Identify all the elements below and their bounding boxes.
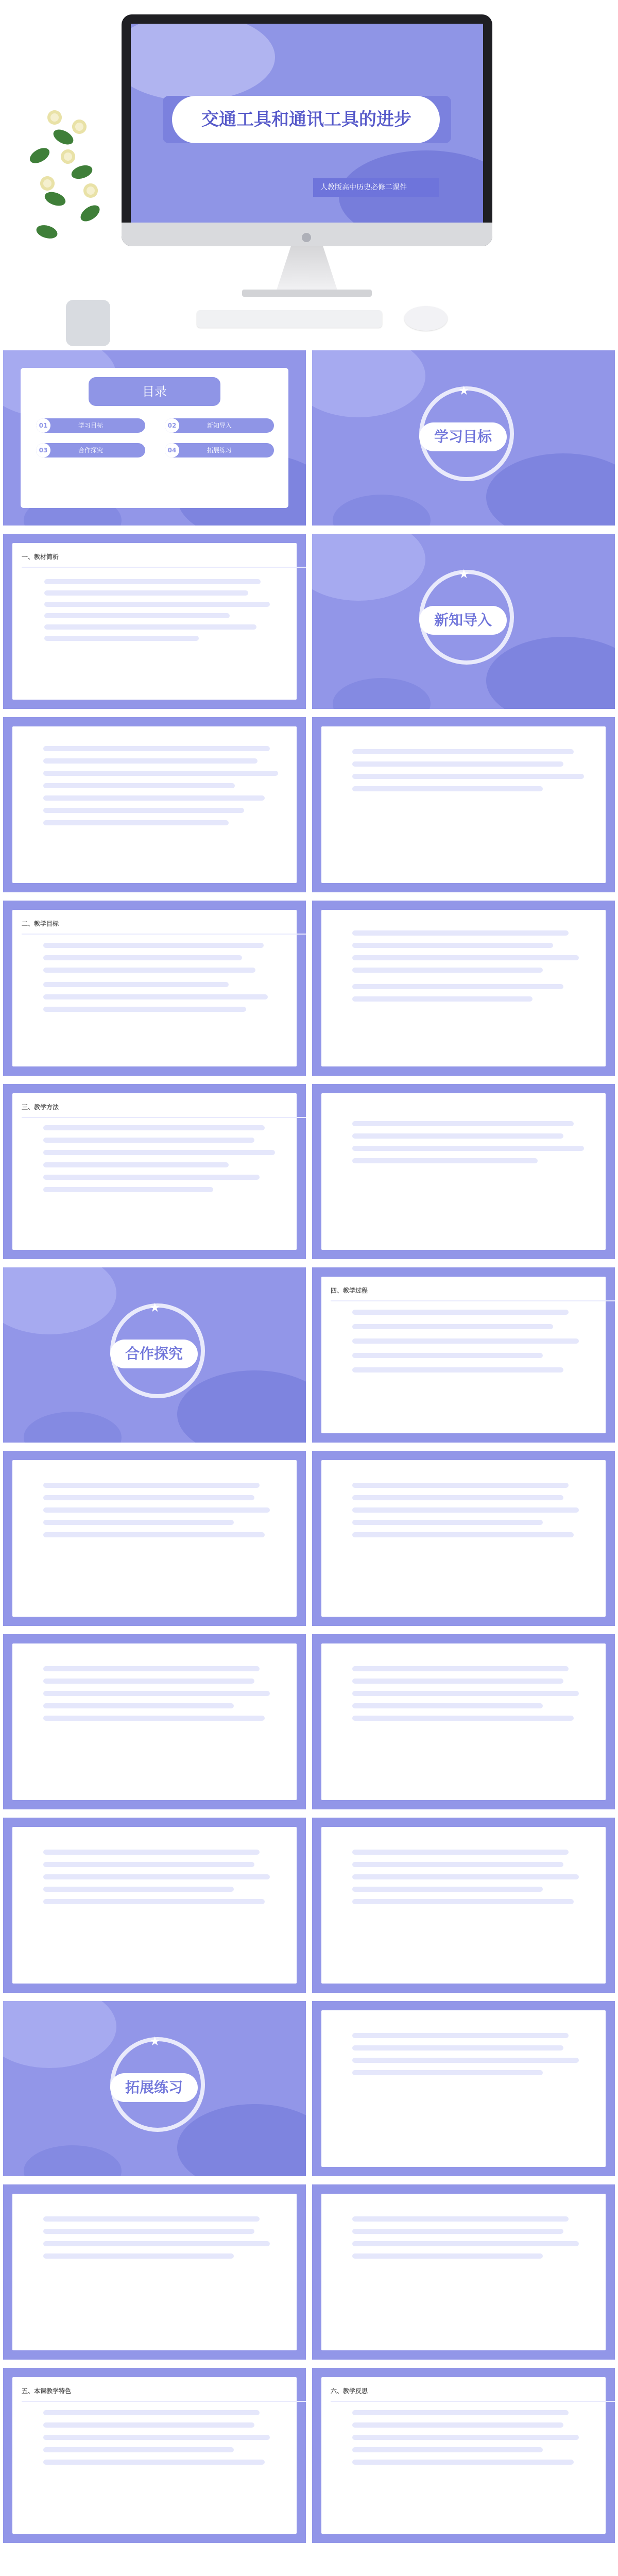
plant-decoration: [23, 58, 119, 315]
slide-characteristics: [3, 2368, 306, 2543]
slide-toc: [3, 350, 306, 526]
slide-practice-3: [312, 2184, 615, 2360]
toc-item-3: 03 合作探究: [36, 443, 145, 457]
apple-logo-icon: [302, 233, 311, 242]
star-icon: ★: [458, 567, 470, 581]
slide-objectives-detail-2: [312, 901, 615, 1076]
mouse: [404, 306, 448, 331]
slide-grid: [0, 350, 618, 2576]
slide-objectives-detail: [3, 901, 306, 1076]
slide-teaching-method: [3, 1084, 306, 1259]
content-card: [12, 543, 297, 700]
star-icon: ★: [149, 1300, 161, 1315]
section-title: 五、本课教学特色: [22, 2387, 72, 2395]
slide-process-1: [3, 1451, 306, 1626]
star-icon: ★: [458, 383, 470, 398]
toc-item-1: 01 学习目标: [36, 418, 145, 433]
hero-subtitle: 人教版高中历史必修二课件: [313, 178, 439, 197]
new-knowledge-badge: 新知导入: [419, 606, 507, 635]
hero-section: [0, 0, 618, 350]
section-title: 六、教学反思: [331, 2387, 368, 2395]
slide-practice-cover: [3, 2001, 306, 2176]
section-title: 三、教学方法: [22, 1104, 59, 1111]
slide-textbook-analysis: [3, 534, 306, 709]
toc-item-2: 02 新知导入: [165, 418, 274, 433]
slide-process-3: [3, 1634, 306, 1809]
slide-practice-2: [3, 2184, 306, 2360]
monitor: [122, 14, 492, 246]
slide-process-4: [312, 1634, 615, 1809]
slide-teaching-process: [312, 1267, 615, 1443]
slide-objectives-cover: [312, 350, 615, 526]
slide-lesson-intro: [312, 717, 615, 892]
cooperation-badge: 合作探究: [110, 1340, 198, 1368]
section-title: 四、教学过程: [331, 1287, 368, 1294]
monitor-screen: [131, 24, 483, 223]
slide-process-5: [3, 1818, 306, 1993]
hero-title: 交通工具和通讯工具的进步: [201, 109, 411, 130]
monitor-stand: [276, 246, 338, 292]
learning-objectives-badge: 学习目标: [419, 422, 507, 451]
keyboard: [197, 310, 382, 328]
practice-badge: 拓展练习: [110, 2073, 198, 2102]
section-title: 一、教材简析: [22, 553, 59, 561]
slide-practice-1: [312, 2001, 615, 2176]
slide-lesson-objectives: [3, 717, 306, 892]
slide-intro-cover: [312, 534, 615, 709]
section-title: 二、教学目标: [22, 920, 59, 927]
screen-blob: [131, 24, 275, 101]
toc-title: 目录: [89, 377, 220, 406]
monitor-base: [242, 290, 372, 297]
slide-reflection: [312, 2368, 615, 2543]
vase: [66, 300, 110, 346]
slide-cooperation-cover: [3, 1267, 306, 1443]
toc-card: [21, 368, 288, 508]
star-icon: ★: [149, 2034, 161, 2048]
slide-process-6: [312, 1818, 615, 1993]
slide-process-2: [312, 1451, 615, 1626]
slide-teaching-method-2: [312, 1084, 615, 1259]
toc-item-4: 04 拓展练习: [165, 443, 274, 457]
